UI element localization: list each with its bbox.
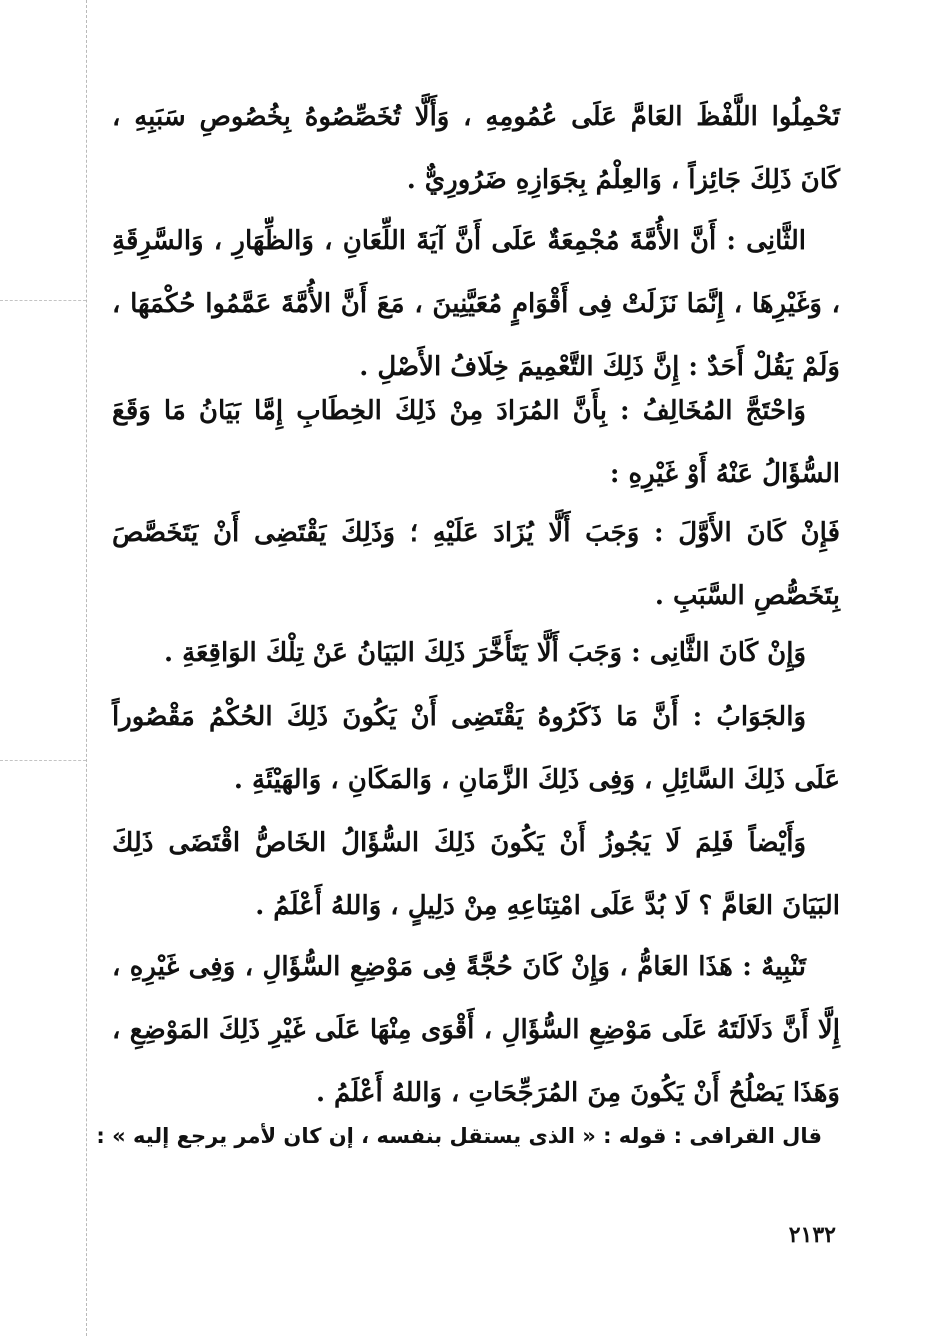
paragraph-3: وَاحْتَجَّ المُخَالِفُ : بِأَنَّ المُرَادَ مِنْ ذَلِكَ الخِطَابِ إِمَّا بَيَانُ مَا وَقَعَ السُّؤَالُ عَنْهُ أَوْ غَيْرِهِ : (112, 396, 840, 489)
paragraph-1: تَحْمِلُوا اللَّفْظَ العَامَّ عَلَى عُمُومِهِ ، وَأَلَّا تُخَصِّصُوهُ بِخُصُوصِ سَبَبِهِ ، كَانَ ذَلِكَ جَائِزاً ، وَالعِلْمُ بِجَوَازِهِ ضَرُورِيٌّ . (112, 102, 840, 195)
commentary-quote-line: قال القرافى : قوله : « الذى يستقل بنفسه ، إن كان لأمر يرجع إليه » : (96, 1124, 822, 1148)
fold-mark (0, 300, 86, 301)
paragraph-8: تَنْبِيهٌ : هَذَا العَامُّ ، وَإِنْ كَانَ حُجَّةً فِى مَوْضِعِ السُّؤَالِ ، وَفِى غَيْرِهِ ، إِلَّا أَنَّ دَلَالَتَهُ عَلَى مَوْضِعِ السُّؤَالِ ، أَقْوَى مِنْهَا عَلَى غَيْرِ ذَلِكَ المَوْضِعِ ، وَهَذَا يَصْلُحُ أَنْ يَكُونَ مِنَ المُرَجِّحَاتِ ، وَاللهُ أَعْلَمُ . (112, 952, 840, 1108)
fold-mark (0, 760, 86, 761)
paragraph-2: الثَّانِى : أَنَّ الأُمَّةَ مُجْمِعَةٌ عَلَى أَنَّ آيَةَ اللِّعَانِ ، وَالظِّهَارِ ، وَالسَّرِقَةِ ، وَغَيْرِهَا ، إِنَّمَا نَزَلَتْ فِى أَقْوَامٍ مُعَيَّنِينَ ، مَعَ أَنَّ الأُمَّةَ عَمَّمُوا حُكْمَهَا ، وَلَمْ يَقُلْ أَحَدٌ : إِنَّ ذَلِكَ التَّعْمِيمَ خِلَافُ الأَصْلِ . (112, 226, 840, 382)
paragraph-5: وَإِنْ كَانَ الثَّانِى : وَجَبَ أَلَّا يَتَأَخَّرَ ذَلِكَ البَيَانُ عَنْ تِلْكَ الوَاقِعَةِ . (163, 638, 806, 668)
page-fold-line (86, 0, 87, 1336)
paragraph-4: فَإِنْ كَانَ الأَوَّلَ : وَجَبَ أَلَّا يُزَادَ عَلَيْهِ ؛ وَذَلِكَ يَقْتَضِى أَنْ يَتَخَصَّصَ بِتَخَصُّصِ السَّبَبِ . (112, 518, 840, 611)
paragraph-7: وَأَيْضاً فَلِمَ لَا يَجُوزُ أَنْ يَكُونَ ذَلِكَ السُّؤَالُ الخَاصُّ اقْتَضَى ذَلِكَ البَيَانَ العَامَّ ؟ لَا بُدَّ عَلَى امْتِنَاعِهِ مِنْ دَلِيلٍ ، وَاللهُ أَعْلَمُ . (112, 828, 840, 921)
paragraph-6: وَالجَوَابُ : أَنَّ مَا ذَكَرُوهُ يَقْتَضِى أَنْ يَكُونَ ذَلِكَ الحُكْمُ مَقْصُوراً عَلَى ذَلِكَ السَّائِلِ ، وَفِى ذَلِكَ الزَّمَانِ ، وَالمَكَانِ ، وَالهَيْئَةِ . (112, 702, 840, 795)
page-number: ٢١٣٢ (788, 1222, 836, 1248)
